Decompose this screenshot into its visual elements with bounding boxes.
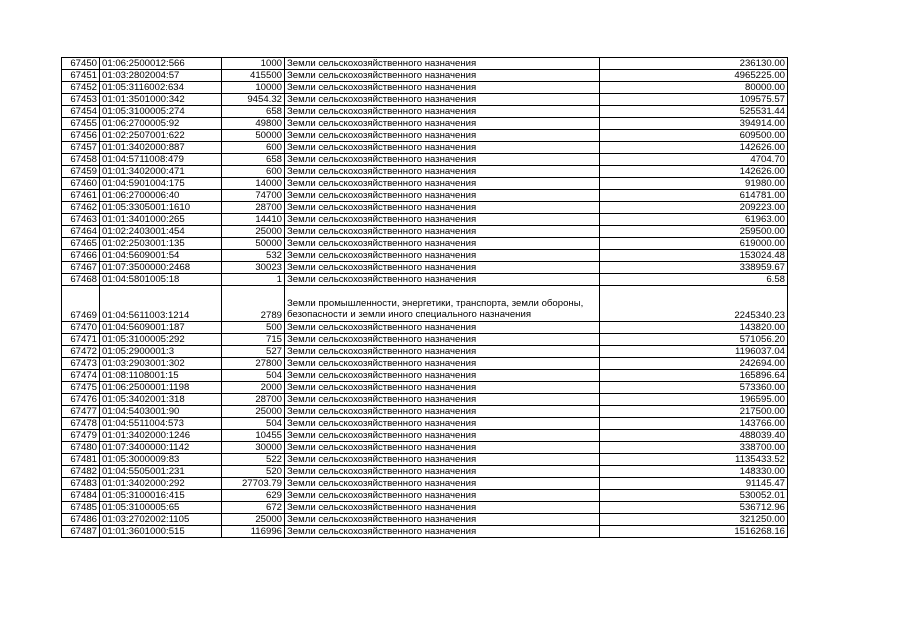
cadastral-value-cell: 338700.00 (600, 442, 788, 454)
cadastral-number-cell: 01:08:1108001:15 (100, 370, 222, 382)
table-row (62, 226, 788, 238)
table-row (62, 238, 788, 250)
row-number-cell: 67455 (62, 118, 100, 130)
cadastral-number-cell: 01:04:5901004:175 (100, 178, 222, 190)
row-number-cell: 67486 (62, 514, 100, 526)
cadastral-value-cell: 236130.00 (600, 58, 788, 70)
table-row (62, 166, 788, 178)
cadastral-number-cell: 01:06:2500001:1198 (100, 382, 222, 394)
cadastral-number-cell: 01:05:3402001:318 (100, 394, 222, 406)
row-number-cell: 67483 (62, 478, 100, 490)
table-row (62, 526, 788, 538)
row-number-cell: 67460 (62, 178, 100, 190)
area-cell: 14000 (222, 178, 285, 190)
row-number-cell: 67463 (62, 214, 100, 226)
area-cell: 49800 (222, 118, 285, 130)
cadastral-number-cell: 01:05:3100016:415 (100, 490, 222, 502)
row-number-cell: 67473 (62, 358, 100, 370)
table-row (62, 514, 788, 526)
area-cell: 629 (222, 490, 285, 502)
table-row (62, 394, 788, 406)
table-row (62, 106, 788, 118)
land-category-cell: Земли сельскохозяйственного назначения (285, 334, 600, 346)
cadastral-number-cell: 01:06:2700006:40 (100, 190, 222, 202)
area-cell: 74700 (222, 190, 285, 202)
land-category-cell: Земли сельскохозяйственного назначения (285, 238, 600, 250)
land-category-cell: Земли сельскохозяйственного назначения (285, 490, 600, 502)
row-number-cell: 67450 (62, 58, 100, 70)
area-cell: 25000 (222, 226, 285, 238)
area-cell: 527 (222, 346, 285, 358)
table-row (62, 70, 788, 82)
row-number-cell: 67454 (62, 106, 100, 118)
land-category-cell: Земли сельскохозяйственного назначения (285, 154, 600, 166)
cadastral-value-cell: 196595.00 (600, 394, 788, 406)
cadastral-value-cell: 209223.00 (600, 202, 788, 214)
row-number-cell: 67464 (62, 226, 100, 238)
cadastral-value-cell: 153024.48 (600, 250, 788, 262)
area-cell: 50000 (222, 238, 285, 250)
table-row (62, 154, 788, 166)
area-cell: 28700 (222, 394, 285, 406)
table-row (62, 274, 788, 286)
land-category-cell: Земли сельскохозяйственного назначения (285, 502, 600, 514)
land-category-cell: Земли сельскохозяйственного назначения (285, 418, 600, 430)
area-cell: 25000 (222, 406, 285, 418)
cadastral-number-cell: 01:04:5511004:573 (100, 418, 222, 430)
land-category-cell: Земли сельскохозяйственного назначения (285, 346, 600, 358)
area-cell: 30000 (222, 442, 285, 454)
area-cell: 715 (222, 334, 285, 346)
row-number-cell: 67469 (62, 286, 100, 322)
land-category-cell: Земли сельскохозяйственного назначения (285, 226, 600, 238)
land-category-cell: Земли сельскохозяйственного назначения (285, 382, 600, 394)
row-number-cell: 67466 (62, 250, 100, 262)
land-category-cell: Земли сельскохозяйственного назначения (285, 82, 600, 94)
cadastral-number-cell: 01:01:3402000:292 (100, 478, 222, 490)
table-row (62, 442, 788, 454)
land-category-cell: Земли сельскохозяйственного назначения (285, 166, 600, 178)
area-cell: 10455 (222, 430, 285, 442)
cadastral-value-cell: 142626.00 (600, 166, 788, 178)
row-number-cell: 67461 (62, 190, 100, 202)
area-cell: 2789 (222, 286, 285, 322)
table-row (62, 94, 788, 106)
cadastral-value-cell: 525531.44 (600, 106, 788, 118)
table-row (62, 382, 788, 394)
row-number-cell: 67474 (62, 370, 100, 382)
area-cell: 600 (222, 142, 285, 154)
cadastral-value-cell: 609500.00 (600, 130, 788, 142)
row-number-cell: 67477 (62, 406, 100, 418)
cadastral-value-cell: 619000.00 (600, 238, 788, 250)
cadastral-value-cell: 217500.00 (600, 406, 788, 418)
land-category-cell: Земли сельскохозяйственного назначения (285, 394, 600, 406)
cadastral-value-cell: 321250.00 (600, 514, 788, 526)
land-category-cell: Земли сельскохозяйственного назначения (285, 190, 600, 202)
cadastral-number-cell: 01:01:3401000:265 (100, 214, 222, 226)
cadastral-number-cell: 01:05:3100005:292 (100, 334, 222, 346)
cadastral-value-cell: 2245340.23 (600, 286, 788, 322)
table-row (62, 58, 788, 70)
area-cell: 30023 (222, 262, 285, 274)
area-cell: 1000 (222, 58, 285, 70)
table-row (62, 118, 788, 130)
cadastral-number-cell: 01:04:5505001:231 (100, 466, 222, 478)
table-row (62, 214, 788, 226)
row-number-cell: 67465 (62, 238, 100, 250)
land-category-cell: Земли сельскохозяйственного назначения (285, 430, 600, 442)
row-number-cell: 67458 (62, 154, 100, 166)
cadastral-number-cell: 01:05:2900001:3 (100, 346, 222, 358)
cadastral-number-cell: 01:04:5609001:187 (100, 322, 222, 334)
land-category-cell: Земли сельскохозяйственного назначения (285, 70, 600, 82)
row-number-cell: 67471 (62, 334, 100, 346)
cadastral-number-cell: 01:06:2500012:566 (100, 58, 222, 70)
land-category-cell: Земли сельскохозяйственного назначения (285, 370, 600, 382)
area-cell: 658 (222, 154, 285, 166)
land-category-cell: Земли сельскохозяйственного назначения (285, 130, 600, 142)
row-number-cell: 67481 (62, 454, 100, 466)
land-category-cell: Земли промышленности, энергетики, транспорта, земли обороны, безопасности и земли иного специального назначения (285, 286, 600, 322)
table-row (62, 490, 788, 502)
land-category-cell: Земли сельскохозяйственного назначения (285, 142, 600, 154)
row-number-cell: 67478 (62, 418, 100, 430)
area-cell: 672 (222, 502, 285, 514)
cadastral-value-cell: 61963.00 (600, 214, 788, 226)
cadastral-value-cell: 394914.00 (600, 118, 788, 130)
cadastral-value-cell: 143820.00 (600, 322, 788, 334)
area-cell: 504 (222, 370, 285, 382)
cadastral-number-cell: 01:04:5801005:18 (100, 274, 222, 286)
cadastral-value-cell: 1196037.04 (600, 346, 788, 358)
area-cell: 600 (222, 166, 285, 178)
area-cell: 10000 (222, 82, 285, 94)
area-cell: 28700 (222, 202, 285, 214)
table-row (62, 142, 788, 154)
area-cell: 9454.32 (222, 94, 285, 106)
cadastral-number-cell: 01:05:3100005:274 (100, 106, 222, 118)
land-category-cell: Земли сельскохозяйственного назначения (285, 442, 600, 454)
cadastral-number-cell: 01:03:2702002:1105 (100, 514, 222, 526)
cadastral-value-cell: 148330.00 (600, 466, 788, 478)
table-body (62, 58, 788, 538)
area-cell: 50000 (222, 130, 285, 142)
row-number-cell: 67482 (62, 466, 100, 478)
table-row (62, 334, 788, 346)
cadastral-value-cell: 1135433.52 (600, 454, 788, 466)
cadastral-number-cell: 01:03:2903001:302 (100, 358, 222, 370)
land-category-cell: Земли сельскохозяйственного назначения (285, 118, 600, 130)
table-row (62, 454, 788, 466)
table-row (62, 130, 788, 142)
cadastral-number-cell: 01:05:3000009:83 (100, 454, 222, 466)
area-cell: 25000 (222, 514, 285, 526)
area-cell: 27703.79 (222, 478, 285, 490)
cadastral-value-cell: 536712.96 (600, 502, 788, 514)
area-cell: 14410 (222, 214, 285, 226)
cadastral-number-cell: 01:01:3402000:1246 (100, 430, 222, 442)
land-category-cell: Земли сельскохозяйственного назначения (285, 178, 600, 190)
row-number-cell: 67462 (62, 202, 100, 214)
table-row (62, 178, 788, 190)
row-number-cell: 67475 (62, 382, 100, 394)
cadastral-number-cell: 01:01:3402000:887 (100, 142, 222, 154)
row-number-cell: 67451 (62, 70, 100, 82)
area-cell: 504 (222, 418, 285, 430)
cadastral-number-cell: 01:05:3100005:65 (100, 502, 222, 514)
land-category-cell: Земли сельскохозяйственного назначения (285, 58, 600, 70)
row-number-cell: 67480 (62, 442, 100, 454)
cadastral-value-cell: 4965225.00 (600, 70, 788, 82)
land-category-cell: Земли сельскохозяйственного назначения (285, 250, 600, 262)
table-row (62, 370, 788, 382)
row-number-cell: 67459 (62, 166, 100, 178)
cadastral-number-cell: 01:02:2507001:622 (100, 130, 222, 142)
cadastral-value-cell: 91145.47 (600, 478, 788, 490)
row-number-cell: 67476 (62, 394, 100, 406)
row-number-cell: 67472 (62, 346, 100, 358)
cadastral-value-cell: 4704.70 (600, 154, 788, 166)
area-cell: 532 (222, 250, 285, 262)
land-category-cell: Земли сельскохозяйственного назначения (285, 454, 600, 466)
cadastral-value-cell: 573360.00 (600, 382, 788, 394)
table-row (62, 358, 788, 370)
row-number-cell: 67485 (62, 502, 100, 514)
cadastral-number-cell: 01:04:5611003:1214 (100, 286, 222, 322)
area-cell: 500 (222, 322, 285, 334)
area-cell: 2000 (222, 382, 285, 394)
cadastral-number-cell: 01:06:2700005:92 (100, 118, 222, 130)
table-row (62, 406, 788, 418)
land-category-cell: Земли сельскохозяйственного назначения (285, 358, 600, 370)
table-row (62, 82, 788, 94)
table-row (62, 262, 788, 274)
cadastral-value-cell: 6.58 (600, 274, 788, 286)
land-parcel-table (61, 57, 788, 538)
cadastral-value-cell: 614781.00 (600, 190, 788, 202)
cadastral-value-cell: 530052.01 (600, 490, 788, 502)
cadastral-value-cell: 338959.67 (600, 262, 788, 274)
land-category-cell: Земли сельскохозяйственного назначения (285, 514, 600, 526)
land-category-cell: Земли сельскохозяйственного назначения (285, 202, 600, 214)
cadastral-value-cell: 242694.00 (600, 358, 788, 370)
land-category-cell: Земли сельскохозяйственного назначения (285, 406, 600, 418)
table-row (62, 502, 788, 514)
area-cell: 522 (222, 454, 285, 466)
cadastral-number-cell: 01:02:2503001:135 (100, 238, 222, 250)
row-number-cell: 67453 (62, 94, 100, 106)
table-row (62, 430, 788, 442)
area-cell: 520 (222, 466, 285, 478)
cadastral-value-cell: 91980.00 (600, 178, 788, 190)
cadastral-value-cell: 259500.00 (600, 226, 788, 238)
cadastral-value-cell: 165896.64 (600, 370, 788, 382)
land-category-cell: Земли сельскохозяйственного назначения (285, 466, 600, 478)
row-number-cell: 67456 (62, 130, 100, 142)
row-number-cell: 67468 (62, 274, 100, 286)
land-category-cell: Земли сельскохозяйственного назначения (285, 274, 600, 286)
cadastral-number-cell: 01:02:2403001:454 (100, 226, 222, 238)
table-row (62, 286, 788, 322)
cadastral-number-cell: 01:04:5403001:90 (100, 406, 222, 418)
cadastral-number-cell: 01:04:5609001:54 (100, 250, 222, 262)
cadastral-number-cell: 01:07:3400000:1142 (100, 442, 222, 454)
land-category-cell: Земли сельскохозяйственного назначения (285, 262, 600, 274)
row-number-cell: 67479 (62, 430, 100, 442)
land-category-cell: Земли сельскохозяйственного назначения (285, 94, 600, 106)
row-number-cell: 67467 (62, 262, 100, 274)
cadastral-number-cell: 01:05:3305001:1610 (100, 202, 222, 214)
land-category-cell: Земли сельскохозяйственного назначения (285, 214, 600, 226)
table-row (62, 466, 788, 478)
cadastral-value-cell: 80000.00 (600, 82, 788, 94)
table-row (62, 418, 788, 430)
cadastral-number-cell: 01:05:3116002:634 (100, 82, 222, 94)
row-number-cell: 67484 (62, 490, 100, 502)
table-row (62, 202, 788, 214)
table-row (62, 322, 788, 334)
area-cell: 1 (222, 274, 285, 286)
cadastral-value-cell: 1516268.16 (600, 526, 788, 538)
land-category-cell: Земли сельскохозяйственного назначения (285, 526, 600, 538)
table-row (62, 190, 788, 202)
cadastral-number-cell: 01:07:3500000:2468 (100, 262, 222, 274)
area-cell: 415500 (222, 70, 285, 82)
cadastral-number-cell: 01:01:3601000:515 (100, 526, 222, 538)
land-category-cell: Земли сельскохозяйственного назначения (285, 322, 600, 334)
cadastral-value-cell: 142626.00 (600, 142, 788, 154)
row-number-cell: 67487 (62, 526, 100, 538)
table-row (62, 478, 788, 490)
row-number-cell: 67457 (62, 142, 100, 154)
area-cell: 116996 (222, 526, 285, 538)
table-row (62, 250, 788, 262)
land-category-cell: Земли сельскохозяйственного назначения (285, 106, 600, 118)
row-number-cell: 67452 (62, 82, 100, 94)
table-row (62, 346, 788, 358)
area-cell: 27800 (222, 358, 285, 370)
cadastral-number-cell: 01:04:5711008:479 (100, 154, 222, 166)
cadastral-number-cell: 01:01:3402000:471 (100, 166, 222, 178)
cadastral-number-cell: 01:03:2802004:57 (100, 70, 222, 82)
cadastral-value-cell: 109575.57 (600, 94, 788, 106)
cadastral-number-cell: 01:01:3501000:342 (100, 94, 222, 106)
area-cell: 658 (222, 106, 285, 118)
row-number-cell: 67470 (62, 322, 100, 334)
cadastral-value-cell: 571056.20 (600, 334, 788, 346)
land-category-cell: Земли сельскохозяйственного назначения (285, 478, 600, 490)
cadastral-value-cell: 143766.00 (600, 418, 788, 430)
cadastral-value-cell: 488039.40 (600, 430, 788, 442)
